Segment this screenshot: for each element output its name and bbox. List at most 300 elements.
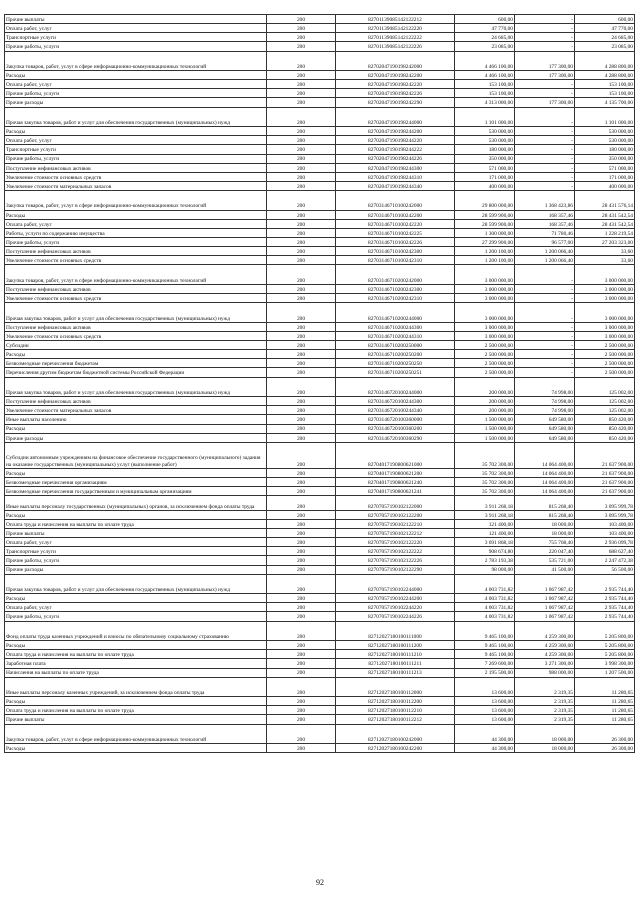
row-approved: 35 702 300,00: [455, 477, 515, 486]
table-row: [5, 181, 635, 190]
table-row: [5, 350, 635, 359]
row-approved: 4 003 731,82: [455, 594, 515, 603]
row-approved: 13 600,00: [455, 677, 515, 697]
row-budget-code: 82707057190102244220: [336, 603, 455, 612]
row-executed: -: [515, 322, 575, 331]
row-code: 200: [267, 322, 336, 331]
row-unexecuted: 850 420,00: [575, 433, 635, 442]
row-budget-code: 82703146710100242200: [336, 210, 455, 219]
row-executed: 18 000,00: [515, 519, 575, 528]
row-unexecuted: 33,60: [575, 256, 635, 265]
row-name: Оплата труда и начисления на выплаты по оплате труда: [5, 519, 267, 528]
row-code: 200: [267, 659, 336, 668]
row-name: Прочая закупка товаров, работ и услуг для обеспечения государственных (муниципальных) нужд: [5, 574, 267, 594]
row-code: 200: [267, 51, 336, 71]
row-unexecuted: 1 207 500,00: [575, 668, 635, 677]
row-approved: 1 200 100,00: [455, 247, 515, 256]
row-code: 200: [267, 303, 336, 323]
row-budget-code: 82702047190198244226: [336, 154, 455, 163]
row-unexecuted: 26 300,00: [575, 724, 635, 744]
row-budget-code: 82712027180100111211: [336, 659, 455, 668]
row-executed: 988 000,00: [515, 668, 575, 677]
row-approved: 35 702 300,00: [455, 487, 515, 496]
row-approved: 4 003 731,82: [455, 603, 515, 612]
table-row: [5, 42, 635, 51]
row-budget-code: 82704017190800621241: [336, 487, 455, 496]
row-approved: 180 000,00: [455, 145, 515, 154]
row-executed: -: [515, 368, 575, 377]
row-code: 200: [267, 71, 336, 80]
row-name: Прочие выплаты: [5, 15, 267, 24]
row-budget-code: 82712027180100242000: [336, 724, 455, 744]
row-code: 200: [267, 172, 336, 181]
table-row: [5, 565, 635, 574]
table-row: [5, 603, 635, 612]
row-unexecuted: 4 288 800,00: [575, 51, 635, 71]
row-code: 200: [267, 565, 336, 574]
row-budget-code: 82702047190198242000: [336, 51, 455, 71]
row-code: 200: [267, 697, 336, 706]
row-approved: 23 085,00: [455, 42, 515, 51]
row-budget-code: 82712027180100112200: [336, 697, 455, 706]
row-approved: 13 600,00: [455, 715, 515, 724]
row-executed: -: [515, 42, 575, 51]
row-approved: 4 313 000,00: [455, 98, 515, 107]
row-executed: 2 319,35: [515, 677, 575, 697]
row-code: 200: [267, 210, 336, 219]
row-executed: 3 271 300,00: [515, 659, 575, 668]
table-row: [5, 377, 635, 397]
row-executed: 177 300,00: [515, 51, 575, 71]
row-approved: 44 300,00: [455, 744, 515, 753]
row-approved: 530 000,00: [455, 127, 515, 136]
row-executed: 4 259 300,00: [515, 621, 575, 641]
table-row: [5, 556, 635, 565]
row-executed: -: [515, 294, 575, 303]
table-row: [5, 519, 635, 528]
row-unexecuted: 21 637 900,00: [575, 468, 635, 477]
row-budget-code: 82712027180100111213: [336, 668, 455, 677]
row-unexecuted: 11 280,65: [575, 677, 635, 697]
row-unexecuted: 2 935 744,40: [575, 612, 635, 621]
row-executed: 1 200 066,40: [515, 247, 575, 256]
row-approved: 600,00: [455, 15, 515, 24]
row-approved: 3 000 000,00: [455, 303, 515, 323]
table-row: [5, 145, 635, 154]
row-executed: -: [515, 89, 575, 98]
row-budget-code: 82712027180100112212: [336, 715, 455, 724]
row-approved: 13 600,00: [455, 697, 515, 706]
row-unexecuted: 3 095 999,78: [575, 496, 635, 511]
row-executed: -: [515, 163, 575, 172]
table-row: [5, 641, 635, 650]
row-approved: 27 299 900,00: [455, 238, 515, 247]
row-unexecuted: 171 000,00: [575, 172, 635, 181]
row-budget-code: 82702047190198244220: [336, 136, 455, 145]
row-unexecuted: 400 000,00: [575, 181, 635, 190]
row-unexecuted: 103 400,00: [575, 528, 635, 537]
row-code: 200: [267, 154, 336, 163]
row-executed: -: [515, 136, 575, 145]
row-budget-code: 82702047190198242290: [336, 98, 455, 107]
row-budget-code: 82703146720100244340: [336, 406, 455, 415]
row-approved: 1 500 000,00: [455, 424, 515, 433]
row-budget-code: 82702047190198244340: [336, 181, 455, 190]
row-budget-code: 82702047190198242226: [336, 89, 455, 98]
table-row: [5, 706, 635, 715]
table-row: [5, 24, 635, 33]
row-name: Прочая закупка товаров, работ и услуг для обеспечения государственных (муниципальных) нужд: [5, 377, 267, 397]
table-row: [5, 547, 635, 556]
row-executed: 168 357,46: [515, 219, 575, 228]
row-code: 200: [267, 247, 336, 256]
row-name: Прочая закупка товаров, работ и услуг для обеспечения государственных (муниципальных) нужд: [5, 303, 267, 323]
row-name: Прочие расходы: [5, 433, 267, 442]
row-unexecuted: 125 002,00: [575, 377, 635, 397]
row-approved: 3 000 000,00: [455, 284, 515, 293]
row-name: Увеличение стоимости материальных запасов: [5, 406, 267, 415]
row-executed: 4 259 300,00: [515, 650, 575, 659]
row-approved: 9 465 100,00: [455, 621, 515, 641]
row-approved: 3 911 268,18: [455, 496, 515, 511]
row-code: 200: [267, 42, 336, 51]
row-name: Закупка товаров, работ, услуг в сфере информационно-коммуникационных технологий: [5, 51, 267, 71]
row-executed: 649 580,00: [515, 433, 575, 442]
table-row: [5, 433, 635, 442]
row-executed: -: [515, 80, 575, 89]
row-budget-code: 82703146710200250251: [336, 368, 455, 377]
row-executed: 4 259 300,00: [515, 641, 575, 650]
row-name: Начисления на выплаты по оплате труда: [5, 668, 267, 677]
row-unexecuted: 2 936 099,78: [575, 538, 635, 547]
row-budget-code: 82701139085142122212: [336, 15, 455, 24]
row-name: Поступление нефинансовых активов: [5, 247, 267, 256]
table-row: [5, 477, 635, 486]
row-unexecuted: 103 400,00: [575, 519, 635, 528]
row-unexecuted: 26 300,00: [575, 744, 635, 753]
row-code: 200: [267, 350, 336, 359]
row-budget-code: 82703146710200244300: [336, 322, 455, 331]
row-approved: 28 599 900,00: [455, 219, 515, 228]
row-executed: 815 268,40: [515, 496, 575, 511]
row-budget-code: 82707057190102122226: [336, 556, 455, 565]
row-approved: 9 465 100,00: [455, 650, 515, 659]
row-name: Расходы: [5, 210, 267, 219]
row-unexecuted: 1 101 000,00: [575, 107, 635, 127]
row-code: 200: [267, 238, 336, 247]
row-executed: 1 067 987,42: [515, 612, 575, 621]
row-code: 200: [267, 107, 336, 127]
row-name: Расходы: [5, 510, 267, 519]
row-unexecuted: 850 420,00: [575, 424, 635, 433]
row-name: Расходы: [5, 350, 267, 359]
table-row: [5, 89, 635, 98]
row-unexecuted: 3 000 000,00: [575, 265, 635, 285]
row-unexecuted: 180 000,00: [575, 145, 635, 154]
row-code: 200: [267, 127, 336, 136]
row-budget-code: 82701139085142122226: [336, 42, 455, 51]
row-budget-code: 82703146710100242300: [336, 247, 455, 256]
row-name: Иные выплаты персоналу государственных (муниципальных) органов, за исключением фонда оплаты труда: [5, 496, 267, 511]
row-code: 200: [267, 477, 336, 486]
table-row: [5, 744, 635, 753]
table-row: [5, 594, 635, 603]
row-approved: 4 003 731,82: [455, 574, 515, 594]
row-approved: 171 000,00: [455, 172, 515, 181]
row-code: 200: [267, 163, 336, 172]
row-name: Прочие работы, услуги: [5, 89, 267, 98]
row-approved: 3 000 000,00: [455, 331, 515, 340]
row-name: Закупка товаров, работ, услуг в сфере информационно-коммуникационных технологий: [5, 265, 267, 285]
table-row: [5, 107, 635, 127]
row-unexecuted: 850 420,00: [575, 415, 635, 424]
row-name: Прочие выплаты: [5, 528, 267, 537]
row-name: Транспортные услуги: [5, 33, 267, 42]
row-budget-code: 82712027180100111210: [336, 650, 455, 659]
row-budget-code: 82702047190198244222: [336, 145, 455, 154]
row-code: 200: [267, 528, 336, 537]
row-name: Безвозмездные перечисления бюджетам: [5, 359, 267, 368]
row-approved: 3 000 000,00: [455, 322, 515, 331]
row-code: 200: [267, 612, 336, 621]
row-unexecuted: 2 935 744,40: [575, 603, 635, 612]
row-budget-code: 82703146720100360200: [336, 424, 455, 433]
row-unexecuted: 3 998 300,00: [575, 659, 635, 668]
row-unexecuted: 5 205 800,00: [575, 621, 635, 641]
table-row: [5, 228, 635, 237]
row-unexecuted: 24 685,00: [575, 33, 635, 42]
row-name: Транспортные услуги: [5, 547, 267, 556]
row-approved: 3 911 268,18: [455, 510, 515, 519]
row-approved: 121 400,00: [455, 519, 515, 528]
table-row: [5, 697, 635, 706]
row-approved: 400 000,00: [455, 181, 515, 190]
row-approved: 1 200 100,00: [455, 256, 515, 265]
table-row: [5, 528, 635, 537]
row-approved: 4 466 100,00: [455, 51, 515, 71]
row-approved: 1 500 000,00: [455, 415, 515, 424]
row-code: 200: [267, 136, 336, 145]
table-row: [5, 612, 635, 621]
row-budget-code: 82703146720100360290: [336, 433, 455, 442]
row-executed: 18 000,00: [515, 744, 575, 753]
row-name: Расходы: [5, 594, 267, 603]
row-executed: 14 064 400,00: [515, 468, 575, 477]
row-approved: 1 300 000,00: [455, 228, 515, 237]
table-row: [5, 724, 635, 744]
row-approved: 4 466 100,00: [455, 71, 515, 80]
row-code: 200: [267, 468, 336, 477]
row-code: 200: [267, 228, 336, 237]
row-budget-code: 82703146710200250000: [336, 341, 455, 350]
row-executed: -: [515, 33, 575, 42]
row-name: Расходы: [5, 468, 267, 477]
row-code: 200: [267, 377, 336, 397]
table-row: [5, 341, 635, 350]
row-name: Субсидии автономным учреждениям на финансовое обеспечение государственного (муниципального) задания на оказание государственных (муниципальных) услуг (выполнение работ): [5, 442, 267, 468]
row-unexecuted: 4 135 700,00: [575, 98, 635, 107]
row-code: 200: [267, 510, 336, 519]
row-budget-code: 82703146710200244310: [336, 331, 455, 340]
row-executed: -: [515, 172, 575, 181]
table-row: [5, 98, 635, 107]
row-executed: 1 200 066,40: [515, 256, 575, 265]
row-approved: 153 100,00: [455, 80, 515, 89]
row-name: Заработная плата: [5, 659, 267, 668]
row-budget-code: 82712027180100112210: [336, 706, 455, 715]
table-row: [5, 284, 635, 293]
row-name: Иные выплаты персоналу казенных учреждений, за исключением фонда оплаты труда: [5, 677, 267, 697]
row-budget-code: 82712027180100111000: [336, 621, 455, 641]
row-name: Расходы: [5, 697, 267, 706]
row-executed: 177 300,00: [515, 98, 575, 107]
table-row: [5, 510, 635, 519]
row-code: 200: [267, 677, 336, 697]
row-executed: -: [515, 154, 575, 163]
row-executed: -: [515, 127, 575, 136]
row-budget-code: 82703146720100360000: [336, 415, 455, 424]
row-approved: 44 300,00: [455, 724, 515, 744]
row-name: Субсидии: [5, 341, 267, 350]
row-budget-code: 82707057190102122212: [336, 528, 455, 537]
row-budget-code: 82701139085142122222: [336, 33, 455, 42]
row-unexecuted: 2 935 744,40: [575, 574, 635, 594]
row-executed: 14 064 400,00: [515, 477, 575, 486]
row-budget-code: 82703146710100242000: [336, 191, 455, 211]
row-approved: 98 000,00: [455, 565, 515, 574]
row-unexecuted: 350 000,00: [575, 154, 635, 163]
row-budget-code: 82703146720100244300: [336, 397, 455, 406]
row-code: 200: [267, 80, 336, 89]
row-code: 200: [267, 519, 336, 528]
row-unexecuted: 3 000 000,00: [575, 294, 635, 303]
row-unexecuted: 11 280,65: [575, 706, 635, 715]
row-code: 200: [267, 487, 336, 496]
row-code: 200: [267, 89, 336, 98]
row-name: Работы, услуги по содержанию имущества: [5, 228, 267, 237]
row-unexecuted: 3 000 000,00: [575, 331, 635, 340]
table-row: [5, 322, 635, 331]
row-executed: 649 580,00: [515, 415, 575, 424]
row-unexecuted: 3 000 000,00: [575, 284, 635, 293]
row-unexecuted: 2 500 000,00: [575, 359, 635, 368]
table-row: [5, 163, 635, 172]
row-budget-code: 82703146710100242310: [336, 256, 455, 265]
row-approved: 47 770,00: [455, 24, 515, 33]
row-name: Фонд оплаты труда казенных учреждений и взносы по обязательному социальному страхованию: [5, 621, 267, 641]
row-budget-code: 82707057190102122290: [336, 565, 455, 574]
row-unexecuted: 153 100,00: [575, 80, 635, 89]
row-code: 200: [267, 24, 336, 33]
row-name: Расходы: [5, 71, 267, 80]
row-code: 200: [267, 294, 336, 303]
budget-execution-table: [4, 14, 635, 753]
row-unexecuted: 600,00: [575, 15, 635, 24]
row-code: 200: [267, 641, 336, 650]
row-approved: 350 000,00: [455, 154, 515, 163]
table-row: [5, 238, 635, 247]
row-code: 200: [267, 219, 336, 228]
row-executed: 815 268,40: [515, 510, 575, 519]
row-budget-code: 82703146710200242310: [336, 294, 455, 303]
row-name: Прочие работы, услуги: [5, 612, 267, 621]
row-executed: 14 064 400,00: [515, 487, 575, 496]
row-budget-code: 82702047190198244200: [336, 127, 455, 136]
row-budget-code: 82702047190198242200: [336, 71, 455, 80]
row-code: 200: [267, 547, 336, 556]
row-name: Прочие работы, услуги: [5, 238, 267, 247]
row-code: 200: [267, 145, 336, 154]
row-executed: 18 000,00: [515, 724, 575, 744]
row-name: Оплата работ, услуг: [5, 603, 267, 612]
row-executed: 2 319,35: [515, 706, 575, 715]
row-code: 200: [267, 284, 336, 293]
row-executed: 1 067 987,42: [515, 603, 575, 612]
table-row: [5, 33, 635, 42]
row-approved: 1 500 000,00: [455, 433, 515, 442]
row-unexecuted: 125 002,00: [575, 397, 635, 406]
table-row: [5, 406, 635, 415]
row-budget-code: 82707057190102244200: [336, 594, 455, 603]
row-executed: 168 357,46: [515, 210, 575, 219]
row-unexecuted: 3 000 000,00: [575, 303, 635, 323]
row-executed: 41 500,00: [515, 565, 575, 574]
row-budget-code: 82702047190198242220: [336, 80, 455, 89]
row-name: Безвозмездные перечисления государственным и муниципальным организациям: [5, 487, 267, 496]
row-executed: 74 998,00: [515, 406, 575, 415]
row-budget-code: 82707057190102122222: [336, 547, 455, 556]
row-name: Прочие работы, услуги: [5, 556, 267, 565]
row-budget-code: 82703146710100242220: [336, 219, 455, 228]
row-unexecuted: 56 500,00: [575, 565, 635, 574]
row-unexecuted: 28 431 576,14: [575, 191, 635, 211]
table-row: [5, 659, 635, 668]
row-code: 200: [267, 265, 336, 285]
row-name: Увеличение стоимости основных средств: [5, 172, 267, 181]
row-unexecuted: 5 205 800,00: [575, 650, 635, 659]
row-budget-code: 82702047190198244000: [336, 107, 455, 127]
row-approved: 153 100,00: [455, 89, 515, 98]
row-code: 200: [267, 650, 336, 659]
row-budget-code: 82703146710200242300: [336, 284, 455, 293]
table-row: [5, 191, 635, 211]
table-row: [5, 303, 635, 323]
table-row: [5, 331, 635, 340]
row-unexecuted: 28 431 542,54: [575, 210, 635, 219]
row-approved: 571 000,00: [455, 163, 515, 172]
row-budget-code: 82703146720100244000: [336, 377, 455, 397]
table-row: [5, 265, 635, 285]
row-name: Расходы: [5, 744, 267, 753]
row-unexecuted: 2 500 000,00: [575, 350, 635, 359]
row-code: 200: [267, 442, 336, 468]
row-executed: 1 067 987,42: [515, 574, 575, 594]
table-row: [5, 621, 635, 641]
table-row: [5, 127, 635, 136]
row-code: 200: [267, 98, 336, 107]
row-executed: -: [515, 303, 575, 323]
table-row: [5, 677, 635, 697]
row-approved: 121 400,00: [455, 528, 515, 537]
row-code: 200: [267, 594, 336, 603]
table-row: [5, 136, 635, 145]
row-unexecuted: 4 288 800,00: [575, 71, 635, 80]
row-name: Иные выплаты населению: [5, 415, 267, 424]
row-name: Увеличение стоимости основных средств: [5, 331, 267, 340]
row-name: Закупка товаров, работ, услуг в сфере информационно-коммуникационных технологий: [5, 724, 267, 744]
row-approved: 24 685,00: [455, 33, 515, 42]
row-approved: 3 000 000,00: [455, 265, 515, 285]
